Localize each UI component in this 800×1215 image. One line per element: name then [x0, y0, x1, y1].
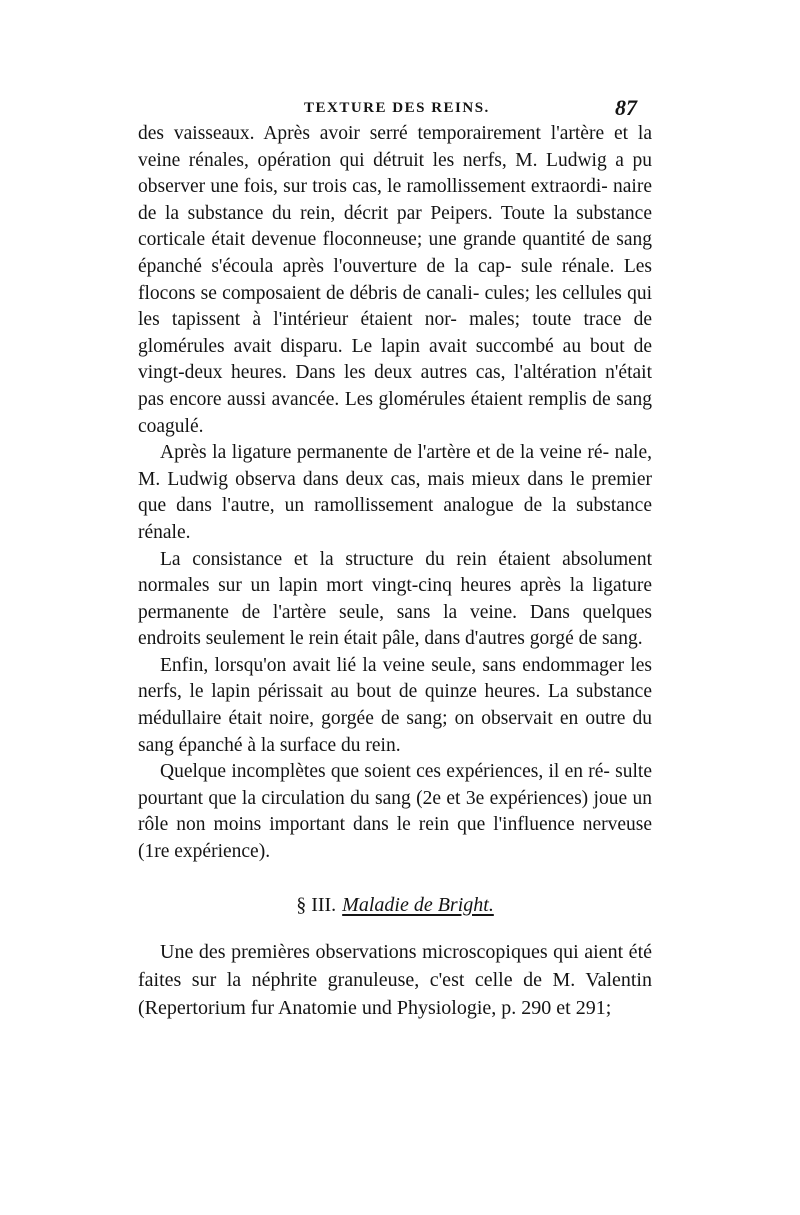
paragraph: La consistance et la structure du rein étaient absolument normales sur un lapin mort vingt-cinq heures après la ligature permanente de l'artère seule, sans la veine. Dans quelques endroits seulement le rein était pâle, dans d'autres gorgé de sang. [138, 548, 652, 650]
running-head: TEXTURE DES REINS. [304, 100, 490, 116]
body-text [138, 121, 652, 1022]
paragraph: Enfin, lorsqu'on avait lié la veine seule, sans endommager les nerfs, le lapin périssait au bout de quinze heures. La substance médullaire était noire, gorgée de sang; on observait en outre du sang épanché à la surface du rein. [138, 654, 652, 756]
paragraph-continuation: des vaisseaux. Après avoir serré temporairement l'artère et la veine rénales, opération qui détruit les nerfs, M. Ludwig a pu observer une fois, sur trois cas, le ramollissement extraordi- naire de la substance du rein, décrit par Peipers. Toute la substance corticale était devenue floconneuse; une grande quantité de sang épanché s'écoula après l'ouverture de la cap- sule rénale. Les flocons se composaient de débris de canali- cules; les cellules qui les tapissent à l'intérieur étaient nor- males; toute trace de glomérules avait disparu. Le lapin avait succombé au bout de vingt-deux heures. Dans les deux autres cas, l'altération n'était pas encore aussi avancée. Les glomérules étaient remplis de sang coagulé. [138, 123, 652, 437]
section-heading [138, 892, 652, 918]
section-marker: § III. [296, 893, 337, 916]
paragraph: Quelque incomplètes que soient ces expériences, il en ré- sulte pourtant que la circulation du sang (2e et 3e expériences) joue un rôle non moins important dans le rein que l'influence nerveuse (1re expérience). [138, 761, 652, 863]
paragraph: Après la ligature permanente de l'artère et de la veine ré- nale, M. Ludwig observa dans deux cas, mais mieux dans le premier que dans l'autre, un ramollissement analogue de la substance rénale. [138, 442, 652, 543]
section-title: Maladie de Bright. [342, 893, 494, 916]
paragraph: Une des premières observations microscopiques qui aient été faites sur la néphrite granuleuse, c'est celle de M. Valentin (Repertorium fur Anatomie und Physiologie, p. 290 et 291; [138, 940, 652, 1019]
page-number: 87 [615, 95, 637, 120]
